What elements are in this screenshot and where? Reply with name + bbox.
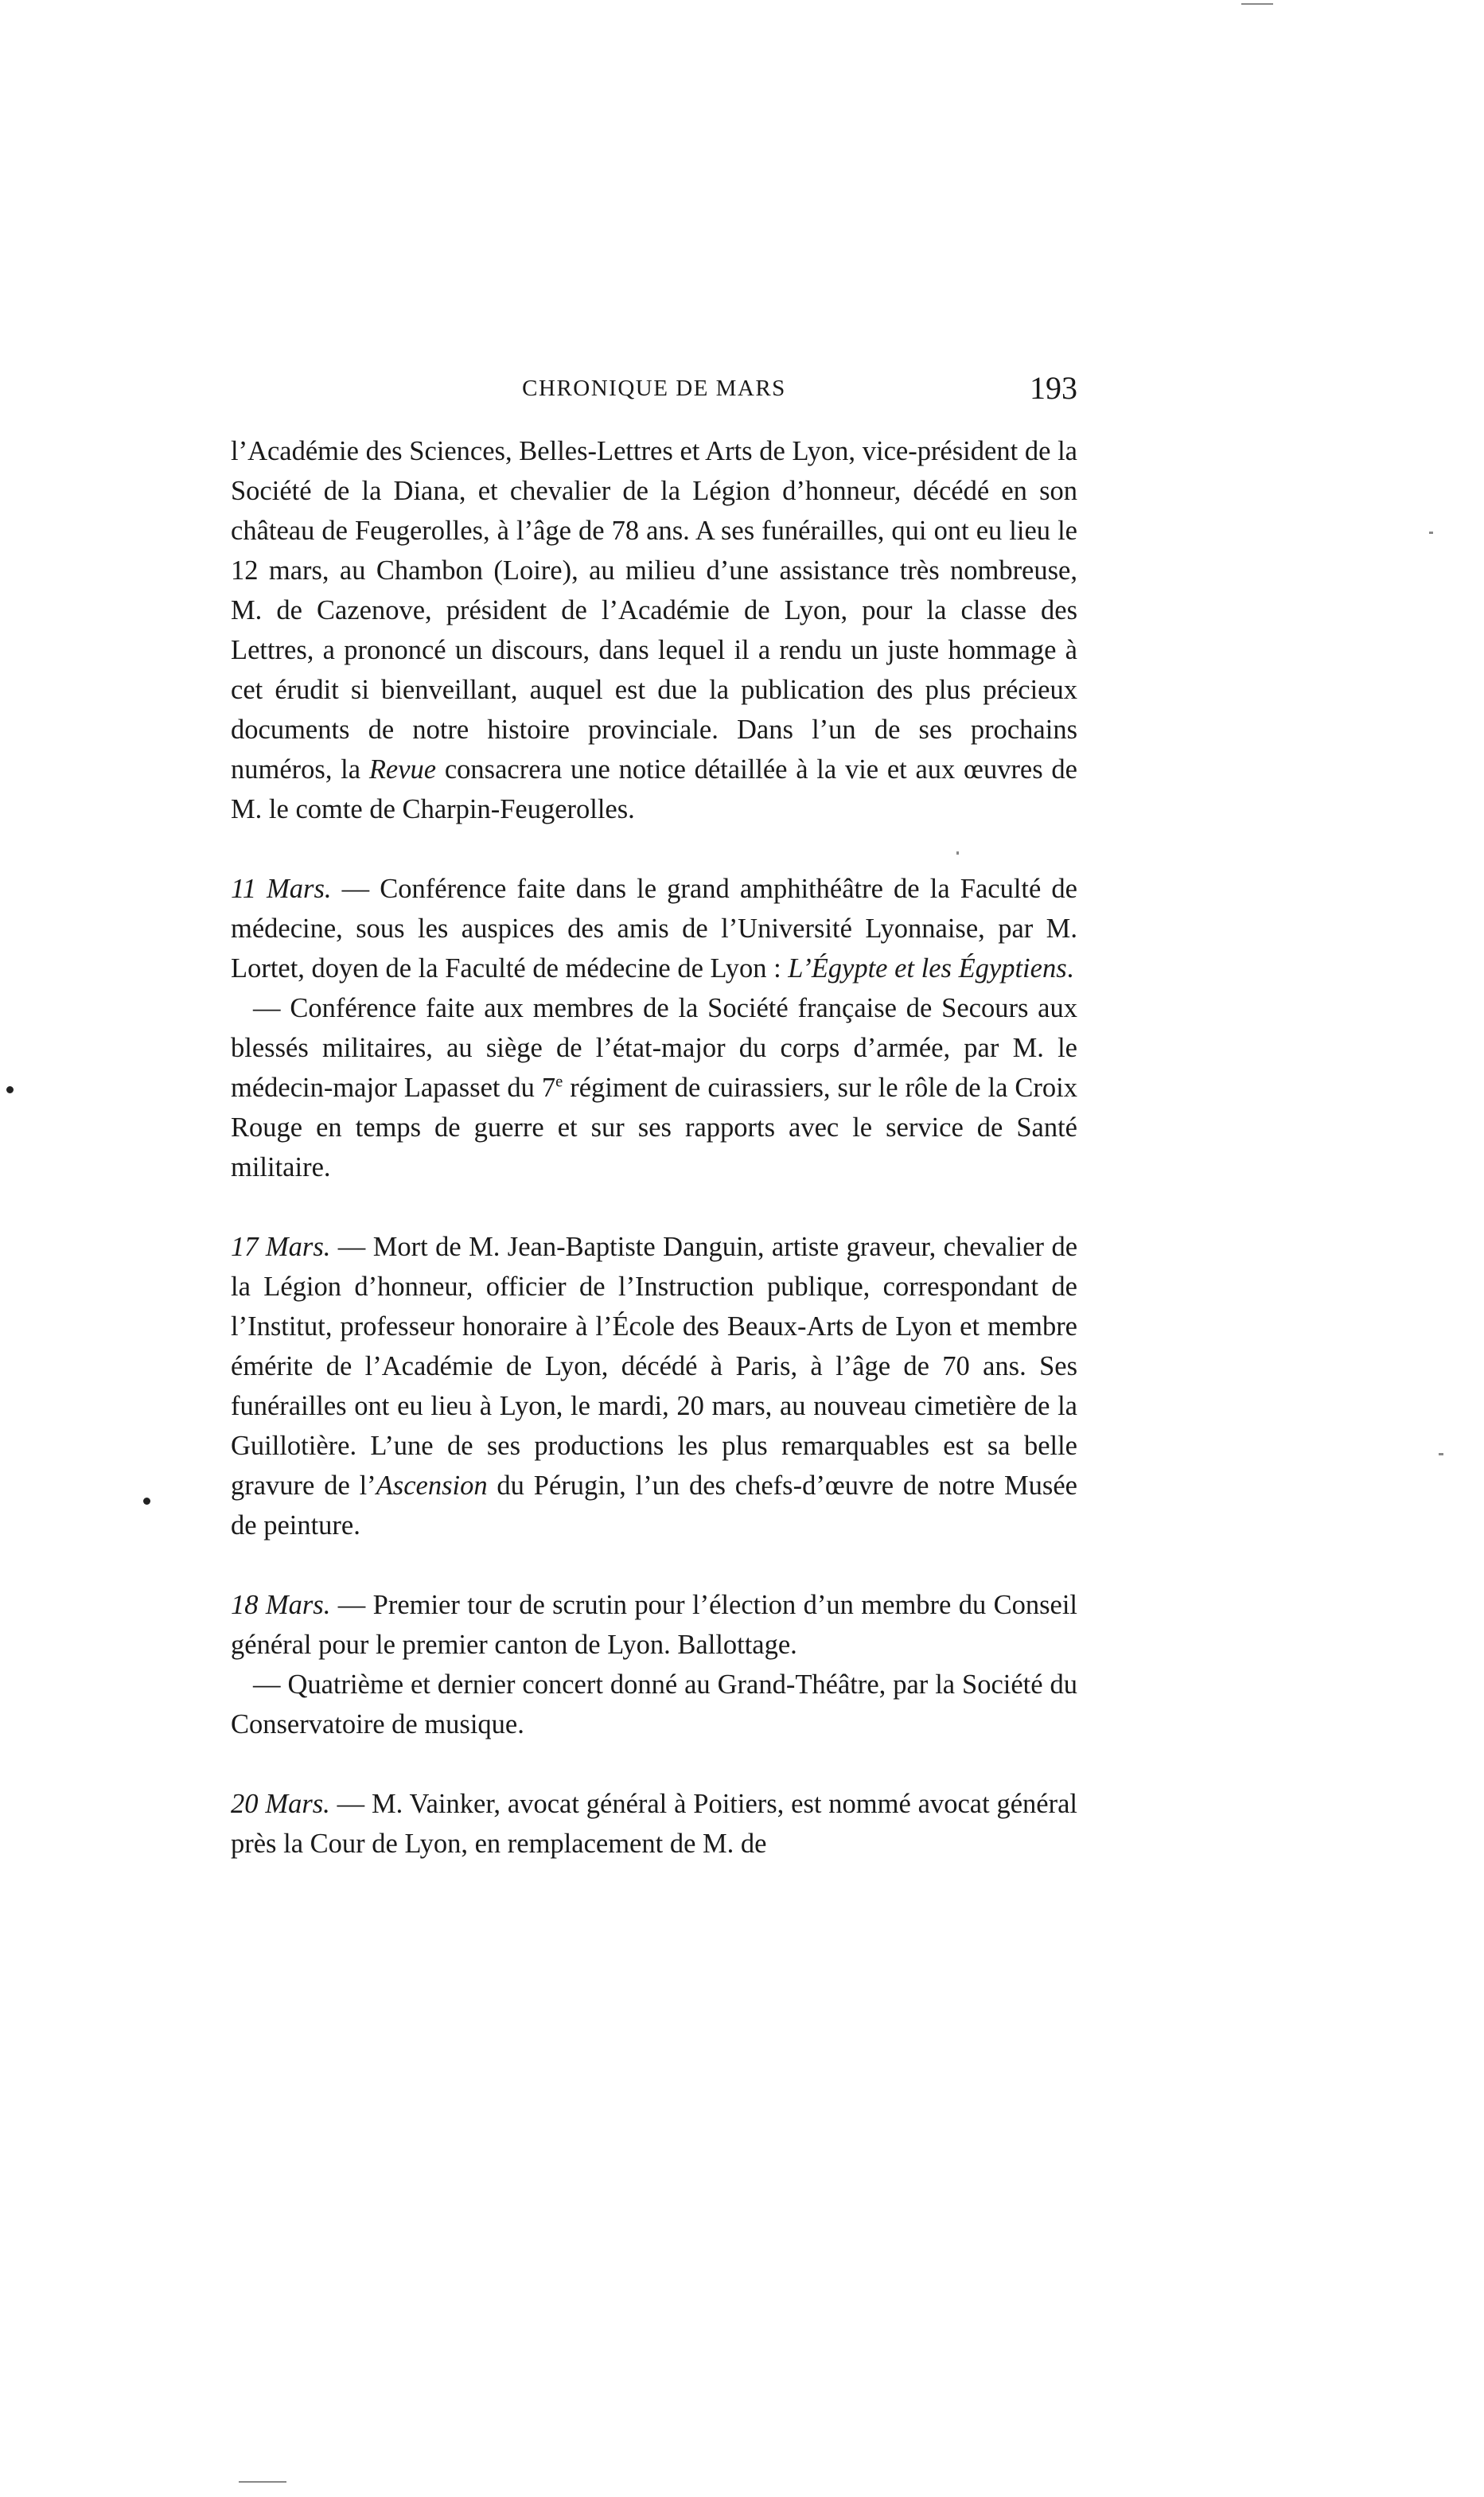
entry-dash: — [253,993,281,1023]
page-body [231,431,1077,1864]
entry-17-mars [231,1227,1077,1545]
entry-tail: régiment de cuirassiers, sur le rôle de la Croix Rouge en temps de guerre et sur ses rapports avec le service de Santé militaire. [231,1073,1077,1182]
entry-text: M. Vainker, avocat général à Poitiers, est nommé avocat général près la Cour de Lyon, en remplacement de M. de [231,1789,1078,1859]
margin-dot [6,1086,14,1093]
entry-date: 20 Mars. [231,1789,330,1819]
entry-paragraph [231,869,1077,988]
entry-text: Quatrième et dernier concert donné au Grand-Théâtre, par la Société du Conservatoire de musique. [231,1669,1078,1739]
scan-speck [1241,3,1273,5]
entry-dash: — [341,874,370,904]
entry-text: Premier tour de scrutin pour l’élection d’un membre du Conseil général pour le premier canton de Lyon. Ballottage. [231,1590,1078,1660]
entry-tail: du Pérugin, l’un des chefs-d’œuvre de notre Musée de peinture. [231,1471,1077,1541]
entry-paragraph [231,1227,1077,1545]
entry-paragraph [231,988,1077,1187]
entry-dash: — [337,1789,365,1819]
entry-paragraph [231,1585,1077,1665]
entry-italic: L’Égypte et les Égyptiens [788,953,1067,984]
entry-date: 18 Mars. [231,1590,331,1620]
intro-paragraph [231,431,1077,829]
intro-italic: Revue [368,754,437,785]
entry-text: Conférence faite dans le grand amphithéâtre de la Faculté de médecine, sous les auspices des amis de l’Université Lyonnaise, par M. Lortet, doyen de la Faculté de médecine de Lyon : [231,874,1077,984]
entry-dash: — [337,1590,366,1620]
scan-speck [956,851,959,855]
running-title: CHRONIQUE DE MARS [522,376,786,401]
entry-paragraph [231,1784,1077,1864]
page-header [231,368,1077,423]
entry-11-mars [231,869,1077,1187]
ordinal-superscript: e [555,1073,563,1091]
entry-dash: — [337,1232,366,1262]
intro-tail: consacrera une notice détaillée à la vie et aux œuvres de M. le comte de Charpin-Feugerolles. [231,754,1077,824]
scan-speck [1429,532,1433,534]
entry-text: Conférence faite aux membres de la Société française de Secours aux blessés militaires, au siège de l’état-major du corps d’armée, par M. le médecin-major Lapasset du 7 [231,993,1077,1103]
entry-italic: Ascension [376,1471,488,1501]
entry-dash: — [253,1669,281,1700]
entry-paragraph [231,1665,1077,1744]
scan-speck [1439,1453,1443,1455]
margin-dot [143,1498,150,1505]
entry-text: Mort de M. Jean-Baptiste Danguin, artiste graveur, chevalier de la Légion d’honneur, officier de l’Instruction publique, correspondant de l’Institut, professeur honoraire à l’École des Beaux-Arts de Lyon et membre émérite de l’Académie de Lyon, décédé à Paris, à l’âge de 70 ans. Ses funérailles ont eu lieu à Lyon, le mardi, 20 mars, au nouveau cimetière de la Guillotière. L’une de ses productions les plus remarquables est sa belle gravure de l’ [231,1232,1078,1501]
entry-20-mars [231,1784,1077,1864]
scan-speck [239,2481,286,2483]
intro-text: l’Académie des Sciences, Belles-Lettres et Arts de Lyon, vice-président de la Société de la Diana, et chevalier de la Légion d’honneur, décédé en son château de Feugerolles, à l’âge de 78 ans. A ses funérailles, qui ont eu lieu le 12 mars, au Chambon (Loire), au milieu d’une assistance très nombreuse, M. de Cazenove, président de l’Académie de Lyon, pour la classe des Lettres, a prononcé un discours, dans lequel il a rendu un juste hommage à cet érudit si bienveillant, auquel est due la publication des plus précieux documents de notre histoire provinciale. Dans l’un de ses prochains numéros, la [231,436,1077,785]
entry-18-mars [231,1585,1077,1744]
page-number: 193 [1030,370,1077,406]
entry-date: 11 Mars. [231,874,332,904]
entry-tail: . [1066,953,1074,984]
entry-date: 17 Mars. [231,1232,331,1262]
